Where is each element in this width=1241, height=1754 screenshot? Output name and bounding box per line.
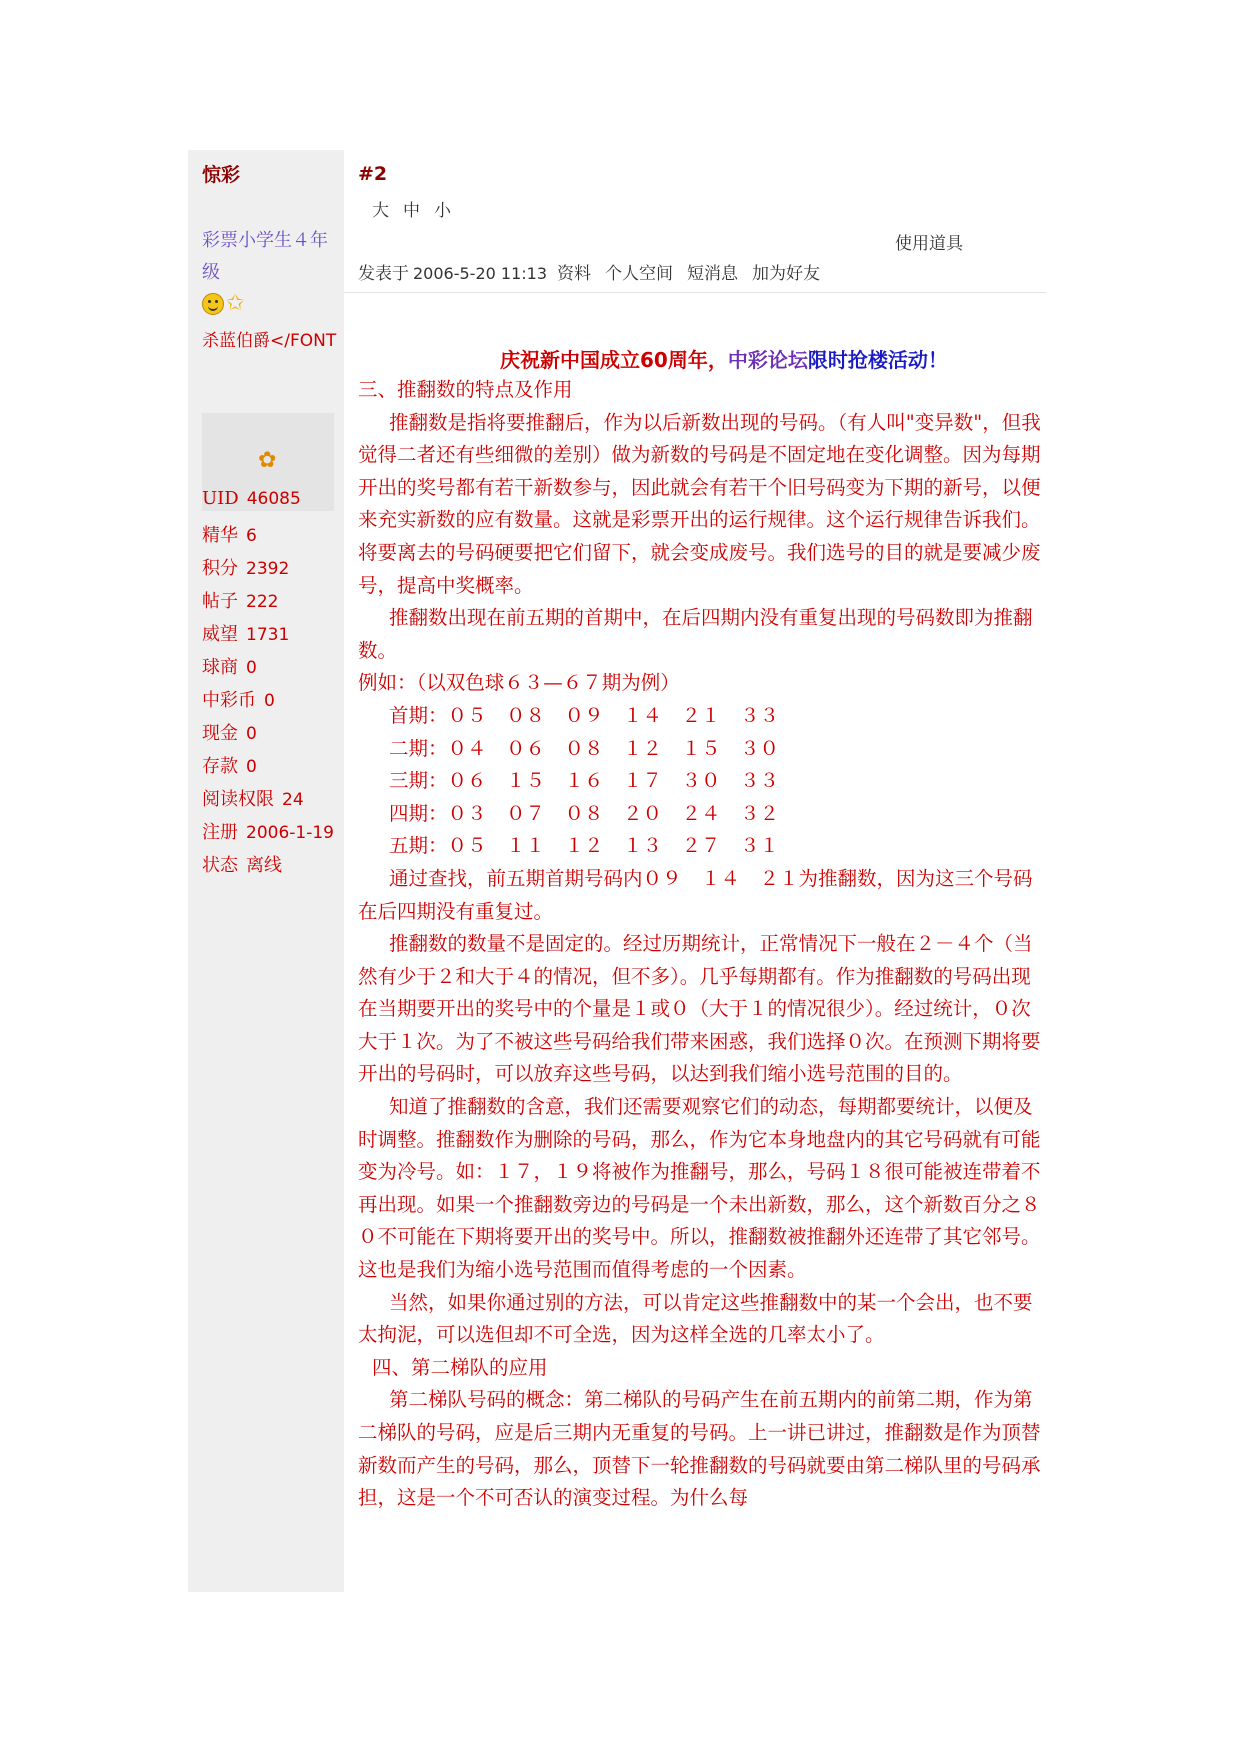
post-meta <box>358 259 834 284</box>
paragraph: 通过查找，前五期首期号码内０９ １４ ２１为推翻数，因为这三个号码在后四期没有重复过。 <box>358 866 1033 923</box>
stat-deposit: 存款 0 <box>202 756 257 777</box>
font-size-small[interactable]: 小 <box>434 201 457 221</box>
font-size-large[interactable]: 大 <box>372 201 395 221</box>
posted-label: 发表于 <box>358 264 409 284</box>
stat-prestige: 威望 1731 <box>202 624 290 645</box>
smiley-icon <box>202 293 224 315</box>
stat-posts: 帖子 222 <box>202 591 279 612</box>
stat-coins: 中彩币 0 <box>202 690 275 711</box>
personal-space-link[interactable]: 个人空间 <box>605 264 673 284</box>
profile-link[interactable]: 资料 <box>557 264 591 284</box>
username[interactable]: 惊彩 <box>202 164 241 186</box>
period-row: 三期：０６ １５ １６ １７ ３０ ３３ <box>389 769 780 793</box>
paragraph: 推翻数是指将要推翻后，作为以后新数出现的号码。（有人叫"变异数"，但我觉得二者还有些细微的差别）做为新数的号码是不固定地在变化调整。因为每期开出的奖号都有若干新数参与，因此就会有若干个旧号码变为下期的新号，以便来充实新数的应有数量。这就是彩票开出的运行规律。这个运行规律告诉我们。将要离去的号码硬要把它们留下，就会变成废号。我们选号的目的就是要减少废号，提高中奖概率。 <box>358 410 1041 597</box>
user-sidebar <box>188 150 344 1592</box>
font-size-medium[interactable]: 中 <box>403 201 426 221</box>
add-friend-link[interactable]: 加为好友 <box>752 264 820 284</box>
user-title: 杀蓝伯爵</FONT <box>202 331 337 351</box>
star-icon: ✩ <box>226 291 245 316</box>
promo-headline[interactable]: 庆祝新中国成立60周年，中彩论坛限时抢楼活动！ <box>500 348 948 372</box>
stat-uid: UID 46085 <box>202 488 301 509</box>
paragraph: 第二梯队号码的概念：第二梯队的号码产生在前五期内的前第二期，作为第二梯队的号码，应是后三期内无重复的号码。上一讲已讲过，推翻数是作为顶替新数而产生的号码，那么，顶替下一轮推翻数的号码就要由第二梯队里的号码承担，这是一个不可否认的演变过程。为什么每 <box>358 1388 1041 1510</box>
stat-ball-iq: 球商 0 <box>202 657 257 678</box>
section-heading: 三、推翻数的特点及作用 <box>358 378 573 401</box>
posted-time: 2006-5-20 11:13 <box>413 264 547 283</box>
stat-registered: 注册 2006-1-19 <box>202 822 334 843</box>
stat-cash: 现金 0 <box>202 723 257 744</box>
use-item-link[interactable]: 使用道具 <box>895 234 963 254</box>
rank-icons <box>202 291 244 316</box>
stat-digest: 精华 6 <box>202 525 257 546</box>
period-row: 五期：０５ １１ １２ １３ ２７ ３１ <box>389 834 780 858</box>
post-number[interactable]: #2 <box>358 163 388 185</box>
paragraph: 推翻数出现在前五期的首期中，在后四期内没有重复出现的号码数即为推翻数。 <box>358 606 1033 662</box>
paragraph: 推翻数的数量不是固定的。经过历期统计，正常情况下一般在２－４个（当然有少于２和大于４的情况，但不多）。几乎每期都有。作为推翻数的号码出现在当期要开出的奖号中的个量是１或０（大于１的情况很少）。经过统计，０次大于１次。为了不被这些号码给我们带来困惑，我们选择０次。在预测下期将要开出的号码时，可以放弃这些号码，以达到我们缩小选号范围的目的。 <box>358 932 1041 1086</box>
flower-icon: ✿ <box>258 448 277 473</box>
example-heading: 例如：（以双色球６３—６７期为例） <box>358 671 680 695</box>
section-heading: 四、第二梯队的应用 <box>372 1355 548 1379</box>
stat-points: 积分 2392 <box>202 558 290 579</box>
post-body <box>358 374 1044 1515</box>
font-size-switcher <box>372 196 465 221</box>
stat-read-permission: 阅读权限 24 <box>202 789 304 810</box>
period-row: 首期：０５ ０８ ０９ １４ ２１ ３３ <box>389 703 780 727</box>
divider <box>344 292 1046 293</box>
user-grade: 彩票小学生４年级 <box>202 230 328 283</box>
period-row: 二期：０４ ０６ ０８ １２ １５ ３０ <box>389 736 780 760</box>
message-link[interactable]: 短消息 <box>687 264 738 284</box>
period-row: 四期：０３ ０７ ０８ ２０ ２４ ３２ <box>389 801 780 825</box>
stat-status: 状态 离线 <box>202 855 282 876</box>
paragraph: 当然，如果你通过别的方法，可以肯定这些推翻数中的某一个会出，也不要太拘泥，可以选但却不可全选，因为这样全选的几率太小了。 <box>358 1290 1033 1347</box>
paragraph: 知道了推翻数的含意，我们还需要观察它们的动态，每期都要统计，以便及时调整。推翻数作为删除的号码，那么，作为它本身地盘内的其它号码就有可能变为冷号。如：１７，１９将被作为推翻号，那么，号码１８很可能被连带着不再出现。如果一个推翻数旁边的号码是一个未出新数，那么，这个新数百分之８０不可能在下期将要开出的奖号中。所以，推翻数被推翻外还连带了其它邻号。这也是我们为缩小选号范围而值得考虑的一个因素。 <box>358 1095 1041 1282</box>
